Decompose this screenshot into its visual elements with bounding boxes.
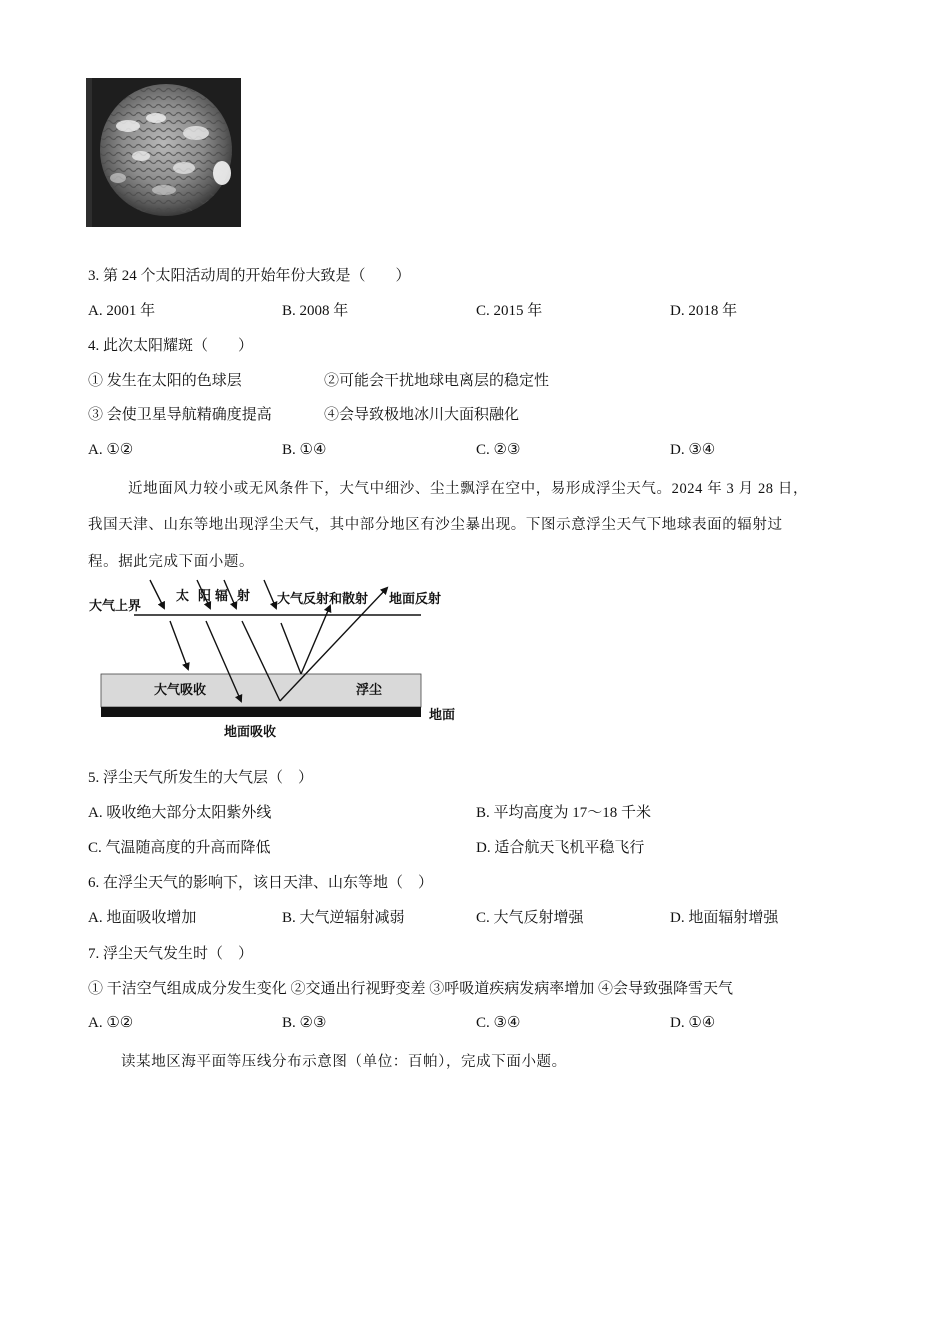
label-solar-3: 辐 bbox=[215, 589, 229, 604]
solar-arrow-4 bbox=[264, 580, 276, 608]
q3-option-a: A. 2001 年 bbox=[88, 303, 156, 319]
q4-option-c: C. ②③ bbox=[476, 442, 521, 458]
q7-statements: ① 干洁空气组成成分发生变化 ②交通出行视野变差 ③呼吸道疾病发病率增加 ④会导致强降雪天气 bbox=[88, 981, 734, 997]
q6-option-c: C. 大气反射增强 bbox=[476, 910, 584, 926]
q3-option-b: B. 2008 年 bbox=[282, 303, 349, 319]
radiation-diagram bbox=[84, 578, 464, 744]
q6-stem: 6. 在浮尘天气的影响下，该日天津、山东等地（ ） bbox=[88, 875, 434, 891]
q7-stem: 7. 浮尘天气发生时（ ） bbox=[88, 946, 254, 962]
q5-option-a: A. 吸收绝大部分太阳紫外线 bbox=[88, 805, 272, 821]
q4-option-d: D. ③④ bbox=[670, 442, 716, 458]
ground-strip bbox=[101, 707, 421, 717]
q4-statement-3: ③ 会使卫星导航精确度提高 bbox=[88, 407, 272, 423]
q6-option-a: A. 地面吸收增加 bbox=[88, 910, 197, 926]
label-atmosphere-top: 大气上界 bbox=[89, 599, 142, 614]
q4-stem: 4. 此次太阳耀斑（ ） bbox=[88, 338, 254, 354]
label-ground-absorb: 地面吸收 bbox=[224, 725, 277, 740]
q4-statement-4: ④会导致极地冰川大面积融化 bbox=[324, 407, 520, 423]
label-solar-4: 射 bbox=[237, 589, 251, 604]
passage-line-1: 近地面风力较小或无风条件下，大气中细沙、尘土飘浮在空中，易形成浮尘天气。2024 年 3 月 28 日， bbox=[128, 481, 809, 497]
label-solar-1: 太 bbox=[176, 589, 190, 604]
q6-option-d: D. 地面辐射增强 bbox=[670, 910, 779, 926]
q4-option-a: A. ①② bbox=[88, 442, 134, 458]
q3-option-c: C. 2015 年 bbox=[476, 303, 543, 319]
label-dust: 浮尘 bbox=[356, 683, 383, 698]
label-solar-2: 阳 bbox=[198, 589, 212, 604]
q4-statement-2: ②可能会干扰地球电离层的稳定性 bbox=[324, 373, 550, 389]
q5-option-c: C. 气温随高度的升高而降低 bbox=[88, 840, 271, 856]
q7-option-b: B. ②③ bbox=[282, 1015, 327, 1031]
q7-option-c: C. ③④ bbox=[476, 1015, 521, 1031]
q3-option-d: D. 2018 年 bbox=[670, 303, 738, 319]
q7-option-a: A. ①② bbox=[88, 1015, 134, 1031]
q4-option-b: B. ①④ bbox=[282, 442, 327, 458]
q3-stem: 3. 第 24 个太阳活动周的开始年份大致是（ ） bbox=[88, 268, 411, 284]
q7-option-d: D. ①④ bbox=[670, 1015, 716, 1031]
label-reflect-scatter: 大气反射和散射 bbox=[277, 592, 369, 607]
q4-statement-1: ① 发生在太阳的色球层 bbox=[88, 373, 242, 389]
sun-image bbox=[86, 78, 241, 227]
atmosphere-absorb-arrow bbox=[170, 621, 188, 669]
label-ground-reflect: 地面反射 bbox=[389, 592, 442, 607]
passage-line-2: 我国天津、山东等地出现浮尘天气，其中部分地区有沙尘暴出现。下图示意浮尘天气下地球表面的辐射过 bbox=[88, 517, 783, 533]
q5-option-b: B. 平均高度为 17～18 千米 bbox=[476, 805, 652, 821]
passage-line-3: 程。据此完成下面小题。 bbox=[88, 554, 255, 570]
label-ground: 地面 bbox=[429, 708, 456, 723]
q5-stem: 5. 浮尘天气所发生的大气层（ ） bbox=[88, 770, 314, 786]
next-section-intro: 读某地区海平面等压线分布示意图（单位：百帕），完成下面小题。 bbox=[121, 1054, 567, 1070]
label-atmosphere-absorb: 大气吸收 bbox=[154, 683, 207, 698]
solar-arrow-1 bbox=[150, 580, 164, 608]
q5-option-d: D. 适合航天飞机平稳飞行 bbox=[476, 840, 645, 856]
q6-option-b: B. 大气逆辐射减弱 bbox=[282, 910, 405, 926]
